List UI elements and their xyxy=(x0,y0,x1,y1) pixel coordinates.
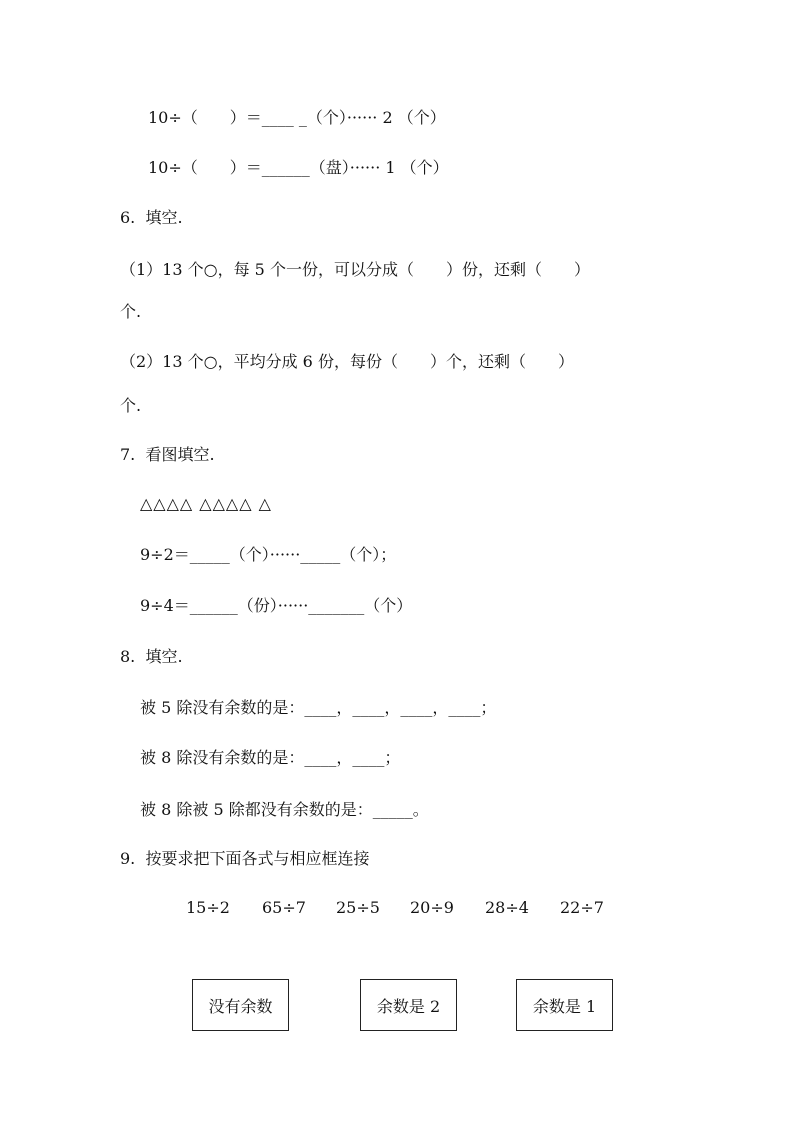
problem5-line1: 10÷（ ）＝____ _（个）······ 2 （个） xyxy=(148,108,446,127)
expression-3: 25÷5 xyxy=(336,898,380,917)
problem7-heading: 7. 看图填空. xyxy=(120,445,215,464)
expression-2: 65÷7 xyxy=(262,898,306,917)
problem6-q1-line2: 个. xyxy=(120,302,142,321)
box-no-remainder: 没有余数 xyxy=(192,979,289,1031)
expression-6: 22÷7 xyxy=(560,898,604,917)
triangle-figure: △△△△ △△△△ △ xyxy=(140,494,272,513)
box-remainder-2: 余数是 2 xyxy=(360,979,457,1031)
expression-5: 28÷4 xyxy=(485,898,529,917)
problem8-line2: 被 8 除没有余数的是：____，____； xyxy=(140,748,401,767)
problem8-line1: 被 5 除没有余数的是：____，____，____，____； xyxy=(140,698,497,717)
expression-4: 20÷9 xyxy=(410,898,454,917)
expression-1: 15÷2 xyxy=(186,898,230,917)
problem6-q1-line1: （1）13 个○，每 5 个一份，可以分成（ ）份，还剩（ ） xyxy=(120,260,590,279)
problem6-q2-line2: 个. xyxy=(120,396,142,415)
problem7-line2: 9÷4＝______（份）······_______（个） xyxy=(140,596,413,615)
problem5-line2: 10÷（ ）＝______（盘）······ 1 （个） xyxy=(148,158,449,177)
box-remainder-1: 余数是 1 xyxy=(516,979,613,1031)
problem8-line3: 被 8 除被 5 除都没有余数的是：_____。 xyxy=(140,800,429,819)
problem6-heading: 6. 填空. xyxy=(120,208,183,227)
problem9-heading: 9. 按要求把下面各式与相应框连接 xyxy=(120,849,370,868)
problem6-q2-line1: （2）13 个○，平均分成 6 份，每份（ ）个，还剩（ ） xyxy=(120,352,574,371)
problem7-line1: 9÷2＝_____（个）······_____（个）； xyxy=(140,545,397,564)
problem8-heading: 8. 填空. xyxy=(120,647,183,666)
